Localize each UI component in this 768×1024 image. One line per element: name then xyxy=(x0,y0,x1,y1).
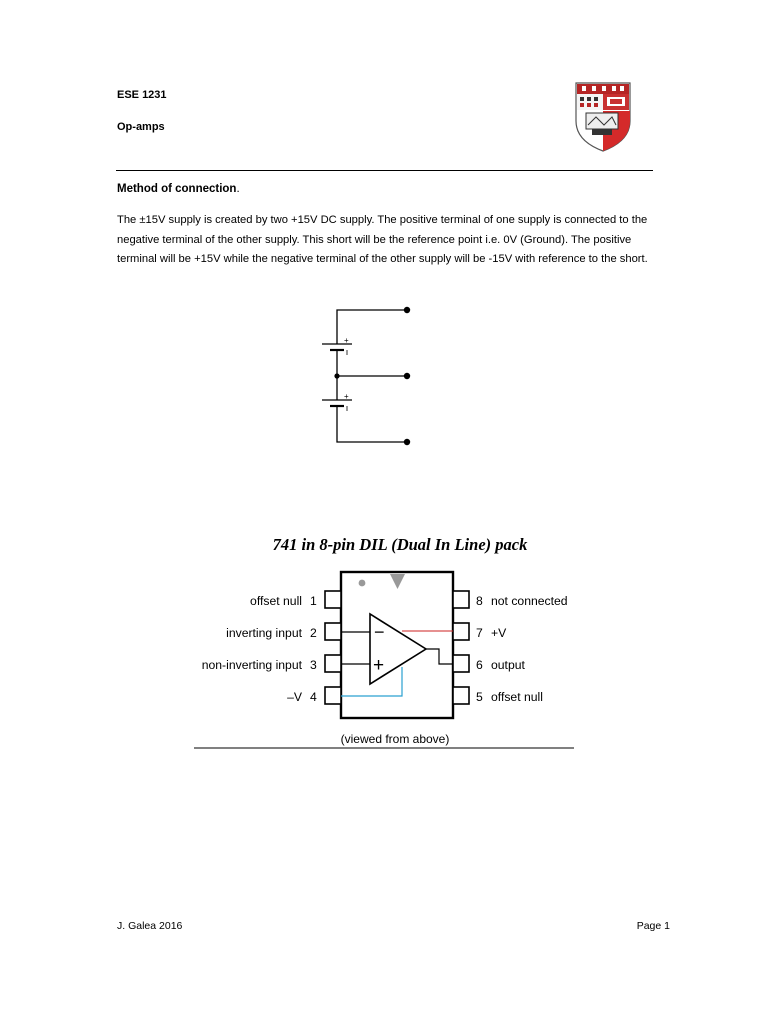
terminal-ground-dot xyxy=(404,373,410,379)
pin4-number: 4 xyxy=(310,690,317,704)
footer-author: J. Galea 2016 xyxy=(117,920,183,932)
header-divider xyxy=(116,170,653,171)
pin7-label: +V xyxy=(491,626,507,640)
pin-stub-6 xyxy=(453,655,469,672)
battery2-plus-sign: + xyxy=(344,392,349,401)
course-code: ESE 1231 xyxy=(117,89,167,101)
pin2-number: 2 xyxy=(310,626,317,640)
pin6-number: 6 xyxy=(476,658,483,672)
pin2-label: inverting input xyxy=(226,626,302,640)
section-title-text: Method of connection xyxy=(117,183,237,195)
pin3-label: non-inverting input xyxy=(201,658,302,672)
footer-page-number: Page 1 xyxy=(636,920,670,932)
pin4-label: –V xyxy=(287,690,302,704)
terminal-positive-dot xyxy=(404,307,410,313)
ic-pinout-diagram xyxy=(194,560,606,755)
opamp-minus-symbol: − xyxy=(374,622,385,642)
terminal-negative-dot xyxy=(404,439,410,445)
section-title xyxy=(117,183,240,195)
pin8-number: 8 xyxy=(476,594,483,608)
opamp-plus-symbol: + xyxy=(373,655,385,676)
bottom-wire xyxy=(337,406,407,442)
pin-stub-8 xyxy=(453,591,469,608)
pin7-number: 7 xyxy=(476,626,483,640)
junction-dot xyxy=(334,373,339,378)
ic-figure-caption: (viewed from above) xyxy=(340,732,450,746)
dual-supply-diagram xyxy=(316,300,426,452)
pin-stub-1 xyxy=(325,591,341,608)
pin6-label: output xyxy=(491,658,525,672)
pin-stub-4 xyxy=(325,687,341,704)
pin-stub-3 xyxy=(325,655,341,672)
pin1-label: offset null xyxy=(250,594,302,608)
document-topic: Op-amps xyxy=(117,121,165,133)
pin3-number: 3 xyxy=(310,658,317,672)
body-paragraph: The ±15V supply is created by two +15V DC supply. The positive terminal of one supply is connected to the negative terminal of the other supply. This short will be the reference point i.e. 0V (Ground). The positive terminal will be +15V while the negative terminal of the other supply will be -15V with reference to the short. xyxy=(117,214,648,266)
pin8-label: not connected xyxy=(491,594,568,608)
ic-figure-title: 741 in 8-pin DIL (Dual In Line) pack xyxy=(272,535,528,554)
section-title-period: . xyxy=(236,183,240,195)
pin1-dot-marker xyxy=(359,580,366,587)
pin5-label: offset null xyxy=(491,690,543,704)
university-crest-logo xyxy=(574,81,632,153)
pin1-number: 1 xyxy=(310,594,317,608)
pin-stub-5 xyxy=(453,687,469,704)
battery1-plus-sign: + xyxy=(344,336,349,345)
pin-stub-2 xyxy=(325,623,341,640)
pin5-number: 5 xyxy=(476,690,483,704)
pin-stub-7 xyxy=(453,623,469,640)
